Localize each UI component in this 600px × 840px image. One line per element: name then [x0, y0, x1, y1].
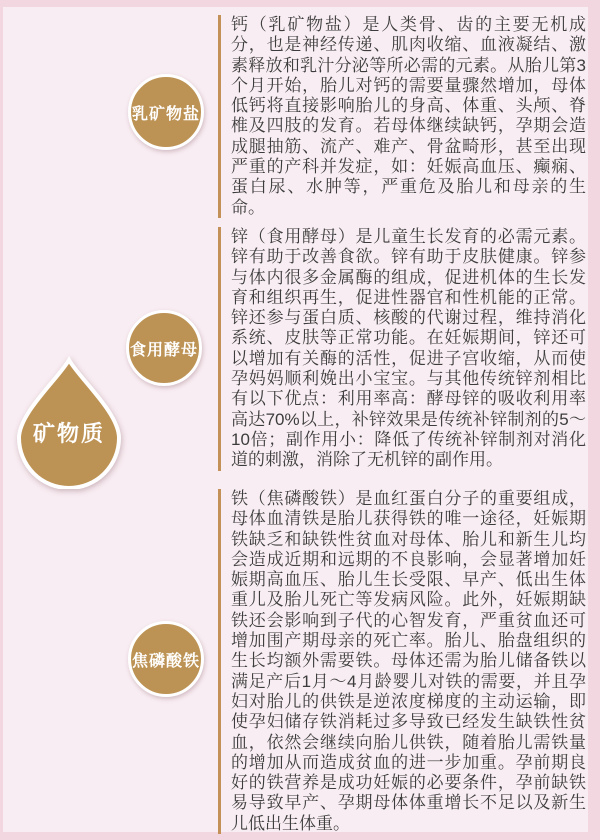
section-iron-text: 铁（焦磷酸铁）是血红蛋白分子的重要组成，母体血清铁是胎儿获得铁的唯一途径，妊娠期铁缺乏和缺铁性贫血对母体、胎儿和新生儿均会造成近期和远期的不良影响，会显著增加妊娠期高血压、胎儿生长受限、早产、低出生体重儿及胎儿死亡等发病风险。此外，妊娠期缺铁还会影响到子代的心智发育，严重贫血还可增加围产期母亲的死亡率。胎儿、胎盘组织的生长均额外需要铁。母体还需为胎儿储备铁以满足产后1月～4月龄婴儿对铁的需要，并且孕妇对胎儿的供铁是逆浓度梯度的主动运输，即使孕妇储存铁消耗过多导致已经发生缺铁性贫血，依然会继续向胎儿供铁，随着胎儿需铁量的增加从而造成贫血的进一步加重。孕前期良好的铁营养是成功妊娠的必要条件，孕前缺铁易导致早产、孕期母体体重增长不足以及新生儿低出生体重。: [231, 489, 586, 833]
section-zinc: [218, 227, 586, 471]
badge-label: 食用酵母: [129, 341, 198, 359]
category-title: 矿物质: [32, 421, 105, 446]
badge-food-yeast: [126, 310, 202, 386]
section-calcium: [218, 15, 586, 218]
section-calcium-text: 钙（乳矿物盐）是人类骨、齿的主要无机成分，也是神经传递、肌肉收缩、血液凝结、激素释放和乳汁分泌等所必需的元素。从胎儿第3个月开始，胎儿对钙的需要量骤然增加，母体低钙将直接影响胎儿的身高、体重、头颅、脊椎及四肢的发育。若母体继续缺钙，孕期会造成腿抽筋、流产、难产、骨盆畸形，甚至出现严重的产科并发症，如：妊娠高血压、癫痫、蛋白尿、水肿等，严重危及胎儿和母亲的生命。: [231, 15, 586, 217]
badge-label: 乳矿物盐: [131, 105, 200, 123]
category-drop-badge: [11, 355, 127, 489]
mineral-infographic: [3, 7, 588, 832]
badge-milk-mineral-salt: [128, 74, 204, 150]
section-zinc-text: 锌（食用酵母）是儿童生长发育的必需元素。锌有助于改善食欲。锌有助于皮肤健康。锌参与体内很多金属酶的组成，促进机体的生长发育和组织再生，促进性器官和性机能的正常。锌还参与蛋白质、核酸的代谢过程，维持消化系统、皮肤等正常功能。在妊娠期间，锌还可以增加有关酶的活性，促进子宫收缩，从而使孕妈妈顺利娩出小宝宝。与其他传统锌剂相比有以下优点：利用率高：酵母锌的吸收利用率高达70%以上，补锌效果是传统补锌制剂的5～10倍；副作用小：降低了传统补锌制剂对消化道的刺激，消除了无机锌的副作用。: [231, 227, 586, 470]
badge-ferric-pyrophosphate: [128, 621, 204, 697]
badge-label: 焦磷酸铁: [131, 652, 200, 670]
section-iron: [218, 489, 586, 834]
